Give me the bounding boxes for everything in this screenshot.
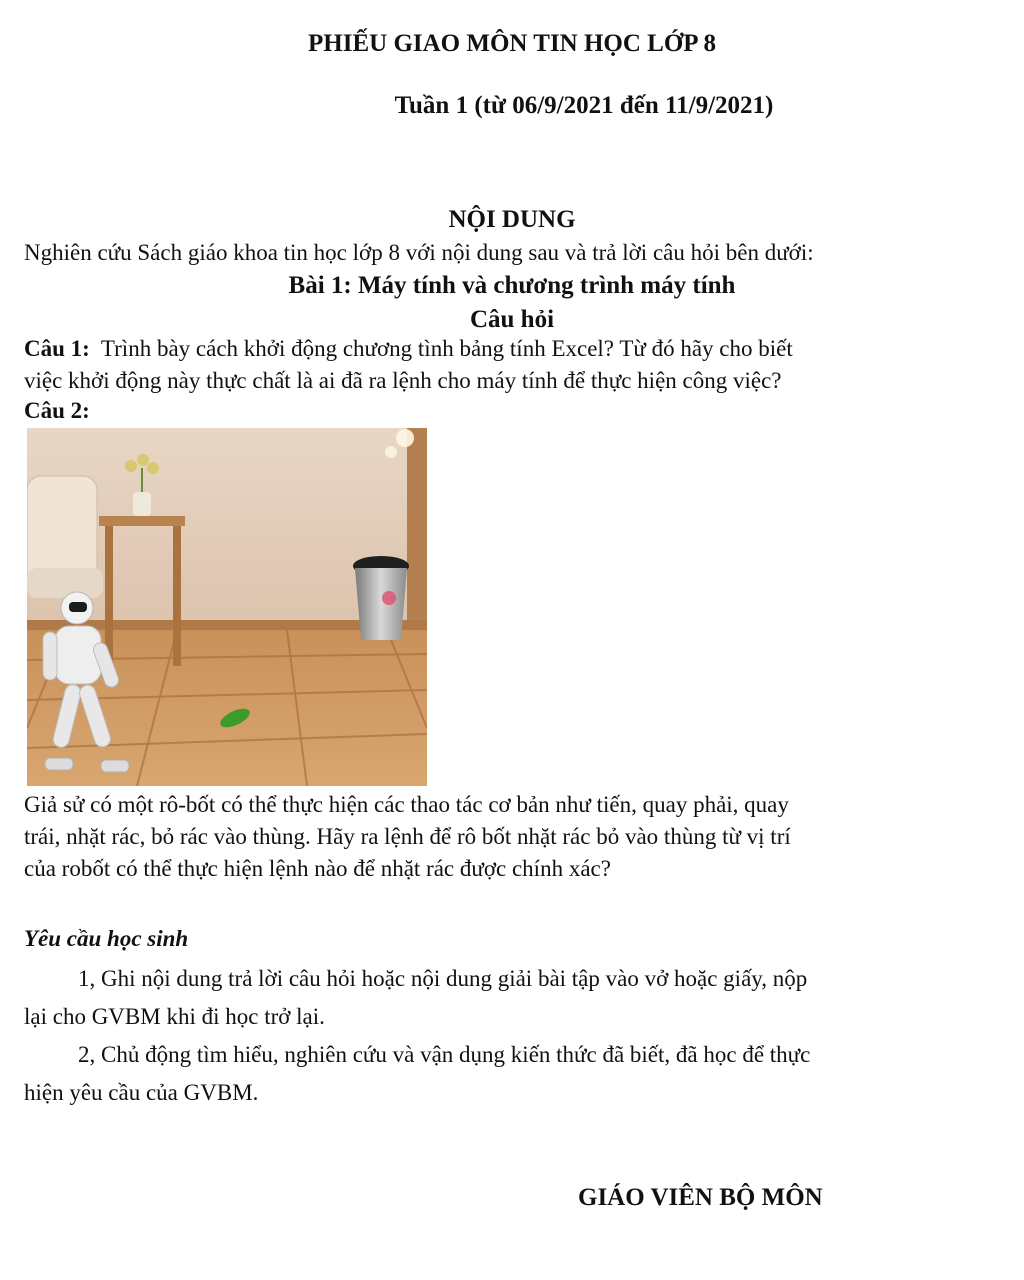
question-1-line-2: việc khởi động này thực chất là ai đã ra lệnh cho máy tính để thực hiện công việc? xyxy=(24,368,782,393)
requirement-2-line-1: 2, Chủ động tìm hiểu, nghiên cứu và vận dụng kiến thức đã biết, đã học để thực xyxy=(78,1042,811,1067)
question-1-label: Câu 1: xyxy=(24,336,90,361)
questions-heading: Câu hỏi xyxy=(469,306,555,333)
question-2-label: Câu 2: xyxy=(24,398,90,423)
question-2-line-3: của robốt có thể thực hiện lệnh nào để nhặt rác được chính xác? xyxy=(24,856,611,881)
robot-room-svg xyxy=(27,428,427,786)
teacher-signature-label: GIÁO VIÊN BỘ MÔN xyxy=(578,1184,823,1211)
question-1-line-1 xyxy=(24,336,793,362)
question-2-line-2: trái, nhặt rác, bỏ rác vào thùng. Hãy ra lệnh để rô bốt nhặt rác bỏ vào thùng từ vị trí xyxy=(24,824,791,849)
side-table-leg-2 xyxy=(173,526,181,666)
requirement-1-line-1: 1, Ghi nội dung trả lời câu hỏi hoặc nội dung giải bài tập vào vở hoặc giấy, nộp xyxy=(78,966,808,991)
requirements-heading: Yêu cầu học sinh xyxy=(24,926,189,951)
lesson-title: Bài 1: Máy tính và chương trình máy tính xyxy=(288,272,736,299)
flower-vase xyxy=(133,492,151,516)
door-frame xyxy=(407,428,427,628)
lamp-glow-small xyxy=(385,446,397,458)
question-2-line-1: Giả sử có một rô-bốt có thể thực hiện các thao tác cơ bản như tiến, quay phải, quay xyxy=(24,792,789,817)
content-heading: NỘI DUNG xyxy=(448,206,576,233)
question-1-text: Trình bày cách khởi động chương tình bảng tính Excel? Từ đó hãy cho biết xyxy=(100,336,793,361)
trash-can xyxy=(355,568,407,640)
requirement-2-line-2: hiện yêu cầu của GVBM. xyxy=(24,1080,259,1105)
week-line: Tuần 1 (từ 06/9/2021 đến 11/9/2021) xyxy=(394,92,774,119)
side-table-leg xyxy=(105,526,113,666)
requirement-1-line-2: lại cho GVBM khi đi học trở lại. xyxy=(24,1004,325,1029)
robot-room-illustration xyxy=(27,428,427,786)
armchair-seat xyxy=(27,568,103,598)
lamp-glow xyxy=(396,429,414,447)
intro-text: Nghiên cứu Sách giáo khoa tin học lớp 8 với nội dung sau và trả lời câu hỏi bên dưới: xyxy=(24,240,814,265)
trash-can-logo xyxy=(382,591,396,605)
side-table-top xyxy=(99,516,185,526)
document-title: PHIẾU GIAO MÔN TIN HỌC LỚP 8 xyxy=(308,30,716,57)
